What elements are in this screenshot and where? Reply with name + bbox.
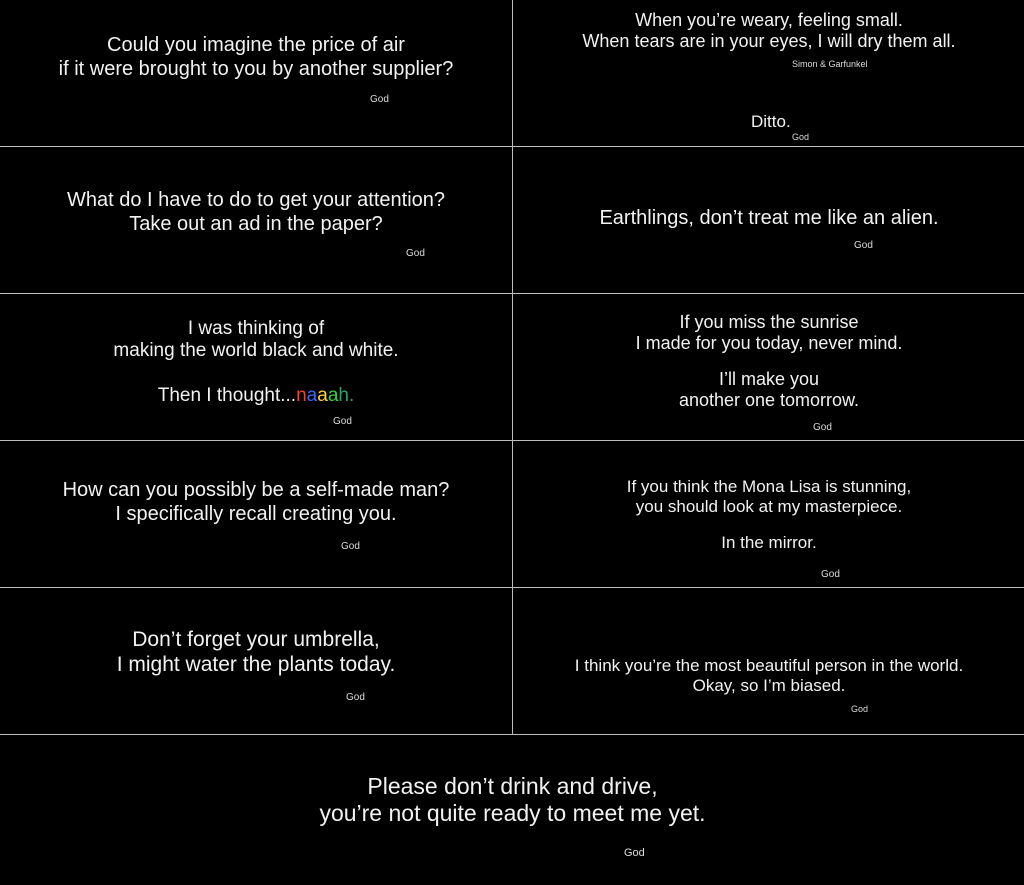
signature: God — [851, 704, 869, 714]
quote-card-earthlings — [513, 147, 1024, 293]
quote-line: I might water the plants today. — [116, 652, 396, 676]
quote-card-biased — [513, 588, 1024, 734]
followup-prefix: Then I thought... — [157, 385, 297, 406]
followup-text — [0, 385, 512, 407]
quote-text — [513, 656, 1024, 696]
quote-line: Could you imagine the price of air — [107, 34, 405, 56]
quote-line: making the world black and white. — [113, 340, 399, 362]
quote-line: If you think the Mona Lisa is stunning, — [626, 477, 912, 496]
reply-text: Ditto. — [751, 112, 791, 131]
quote-line: Please don’t drink and drive, — [367, 773, 658, 799]
quote-text — [513, 312, 1024, 354]
signature: God — [333, 416, 352, 427]
naaah-letter: a — [317, 385, 328, 406]
quote-card-simon-garfunkel — [513, 0, 1024, 146]
quote-line: you should look at my masterpiece. — [635, 497, 903, 517]
signature: God — [370, 94, 389, 105]
signature: God — [341, 541, 360, 552]
quote-text — [0, 479, 512, 526]
naaah-letter: n — [296, 385, 307, 406]
signature: God — [821, 569, 840, 580]
quote-line: another one tomorrow. — [678, 390, 860, 411]
quote-line: Earthlings, don’t treat me like an alien. — [599, 207, 939, 229]
quote-line: I was thinking of — [187, 318, 325, 339]
quote-card-mona-lisa — [513, 441, 1024, 587]
quote-card-air — [0, 0, 512, 146]
quote-line: I specifically recall creating you. — [115, 502, 397, 525]
quote-line: How can you possibly be a self-made man? — [62, 479, 450, 501]
followup-text: In the mirror. — [721, 533, 817, 552]
quote-text — [0, 628, 512, 678]
quote-line: I think you’re the most beautiful person in the world. — [574, 656, 964, 675]
quote-card-sunrise — [513, 294, 1024, 440]
quote-line: When tears are in your eyes, I will dry them all. — [582, 31, 956, 52]
signature: God — [813, 422, 832, 433]
quote-line: if it were brought to you by another supplier? — [58, 57, 454, 80]
quote-line: Okay, so I’m biased. — [692, 676, 846, 696]
signature: God — [854, 240, 873, 251]
quote-text — [513, 477, 1024, 517]
quote-line: What do I have to do to get your attention? — [66, 189, 446, 211]
quote-card-attention — [0, 147, 512, 293]
quote-line: Don’t forget your umbrella, — [132, 628, 380, 651]
quote-text — [513, 207, 1024, 231]
naaah-letter: a — [306, 385, 318, 406]
signature: God — [792, 132, 810, 142]
quote-text — [513, 10, 1024, 52]
signature: God — [406, 248, 425, 259]
signature: God — [624, 847, 645, 859]
quote-line: When you’re weary, feeling small. — [635, 10, 903, 30]
quote-card-self-made-man — [0, 441, 512, 587]
naaah-letter: . — [348, 385, 355, 406]
quote-text-second — [513, 369, 1024, 411]
quote-line: you’re not quite ready to meet me yet. — [319, 800, 706, 827]
quote-line: I made for you today, never mind. — [635, 333, 903, 354]
quote-line: Take out an ad in the paper? — [129, 212, 383, 235]
quote-card-umbrella — [0, 588, 512, 734]
quote-card-black-and-white — [0, 294, 512, 440]
quote-card-drink-and-drive — [0, 735, 1024, 885]
quote-text — [0, 773, 1024, 827]
quote-text — [0, 189, 512, 236]
credit: Simon & Garfunkel — [792, 59, 868, 69]
quote-text — [0, 34, 512, 81]
quote-text — [0, 318, 512, 363]
signature: God — [346, 692, 365, 703]
quote-line: If you miss the sunrise — [679, 312, 859, 332]
naaah-letter: h — [338, 385, 349, 406]
naaah-letter: a — [327, 385, 339, 406]
quote-line: I’ll make you — [718, 369, 820, 389]
